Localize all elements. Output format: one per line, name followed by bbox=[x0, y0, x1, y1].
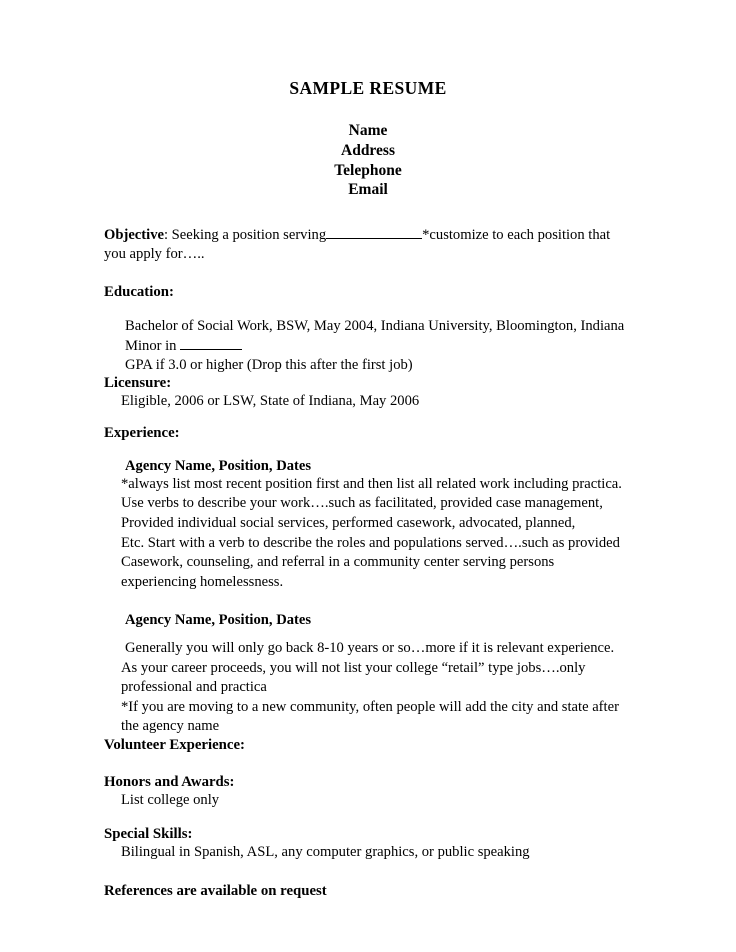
experience-entry-2-line-5: the agency name bbox=[121, 718, 220, 735]
experience-heading: Experience: bbox=[104, 424, 180, 441]
experience-entry-2-line-4: *If you are moving to a new community, often people will add the city and state after bbox=[121, 698, 619, 715]
experience-entry-1-line-6: experiencing homelessness. bbox=[121, 573, 284, 590]
experience-entry-1-subheading: Agency Name, Position, Dates bbox=[125, 457, 312, 474]
honors-heading bbox=[104, 774, 632, 791]
experience-entry-1-line-3: Provided individual social services, performed casework, advocated, planned, bbox=[121, 514, 576, 531]
education-heading: Education: bbox=[104, 284, 174, 301]
honors-heading-text: Honors and Awards bbox=[104, 773, 230, 790]
objective-text-before: : Seeking a position serving bbox=[163, 227, 327, 244]
special-skills-line-1: Bilingual in Spanish, ASL, any computer graphics, or public speaking bbox=[121, 844, 530, 861]
experience-entry-2-line-2: As your career proceeds, you will not list your college “retail” type jobs….only bbox=[121, 659, 586, 676]
contact-name: Name bbox=[348, 122, 388, 139]
special-skills-heading: Special Skills: bbox=[104, 826, 193, 843]
experience-entry-2-subheading: Agency Name, Position, Dates bbox=[125, 612, 312, 629]
objective-section bbox=[104, 226, 632, 264]
honors-heading-suffix: : bbox=[229, 773, 235, 790]
education-line-3: GPA if 3.0 or higher (Drop this after the first job) bbox=[125, 357, 413, 374]
education-minor-text: Minor in bbox=[125, 337, 181, 354]
education-line-1: Bachelor of Social Work, BSW, May 2004, Indiana University, Bloomington, Indiana bbox=[125, 318, 625, 335]
experience-entry-1-line-1: *always list most recent position first and then list all related work including practica. bbox=[121, 475, 622, 492]
objective-label: Objective bbox=[104, 227, 164, 244]
experience-entry-1-line-2: Use verbs to describe your work….such as facilitated, provided case management, bbox=[121, 495, 603, 512]
resume-body bbox=[104, 78, 632, 900]
licensure-heading: Licensure: bbox=[104, 375, 172, 392]
experience-entry-2-line-3: professional and practica bbox=[121, 679, 267, 696]
contact-block bbox=[104, 121, 632, 200]
page-title: SAMPLE RESUME bbox=[289, 78, 447, 98]
volunteer-experience-heading: Volunteer Experience: bbox=[104, 736, 245, 753]
contact-email: Email bbox=[348, 181, 388, 199]
experience-entry-1-line-4: Etc. Start with a verb to describe the roles and populations served….such as provided bbox=[121, 534, 620, 551]
contact-telephone: Telephone bbox=[334, 161, 402, 179]
experience-entry-2-line-1: Generally you will only go back 8-10 years or so…more if it is relevant experience. bbox=[125, 640, 615, 657]
objective-blank-line bbox=[326, 238, 422, 239]
experience-entry-1-line-5: Casework, counseling, and referral in a community center serving persons bbox=[121, 554, 555, 571]
honors-line-1: List college only bbox=[121, 791, 220, 808]
education-line-2 bbox=[125, 337, 632, 356]
objective-text-after: *customize to each position that you apply for….. bbox=[104, 227, 611, 263]
references-heading: References are available on request bbox=[104, 882, 327, 899]
education-minor-blank bbox=[180, 349, 242, 350]
contact-address: Address bbox=[341, 141, 395, 159]
licensure-line-1: Eligible, 2006 or LSW, State of Indiana, May 2006 bbox=[121, 393, 420, 410]
